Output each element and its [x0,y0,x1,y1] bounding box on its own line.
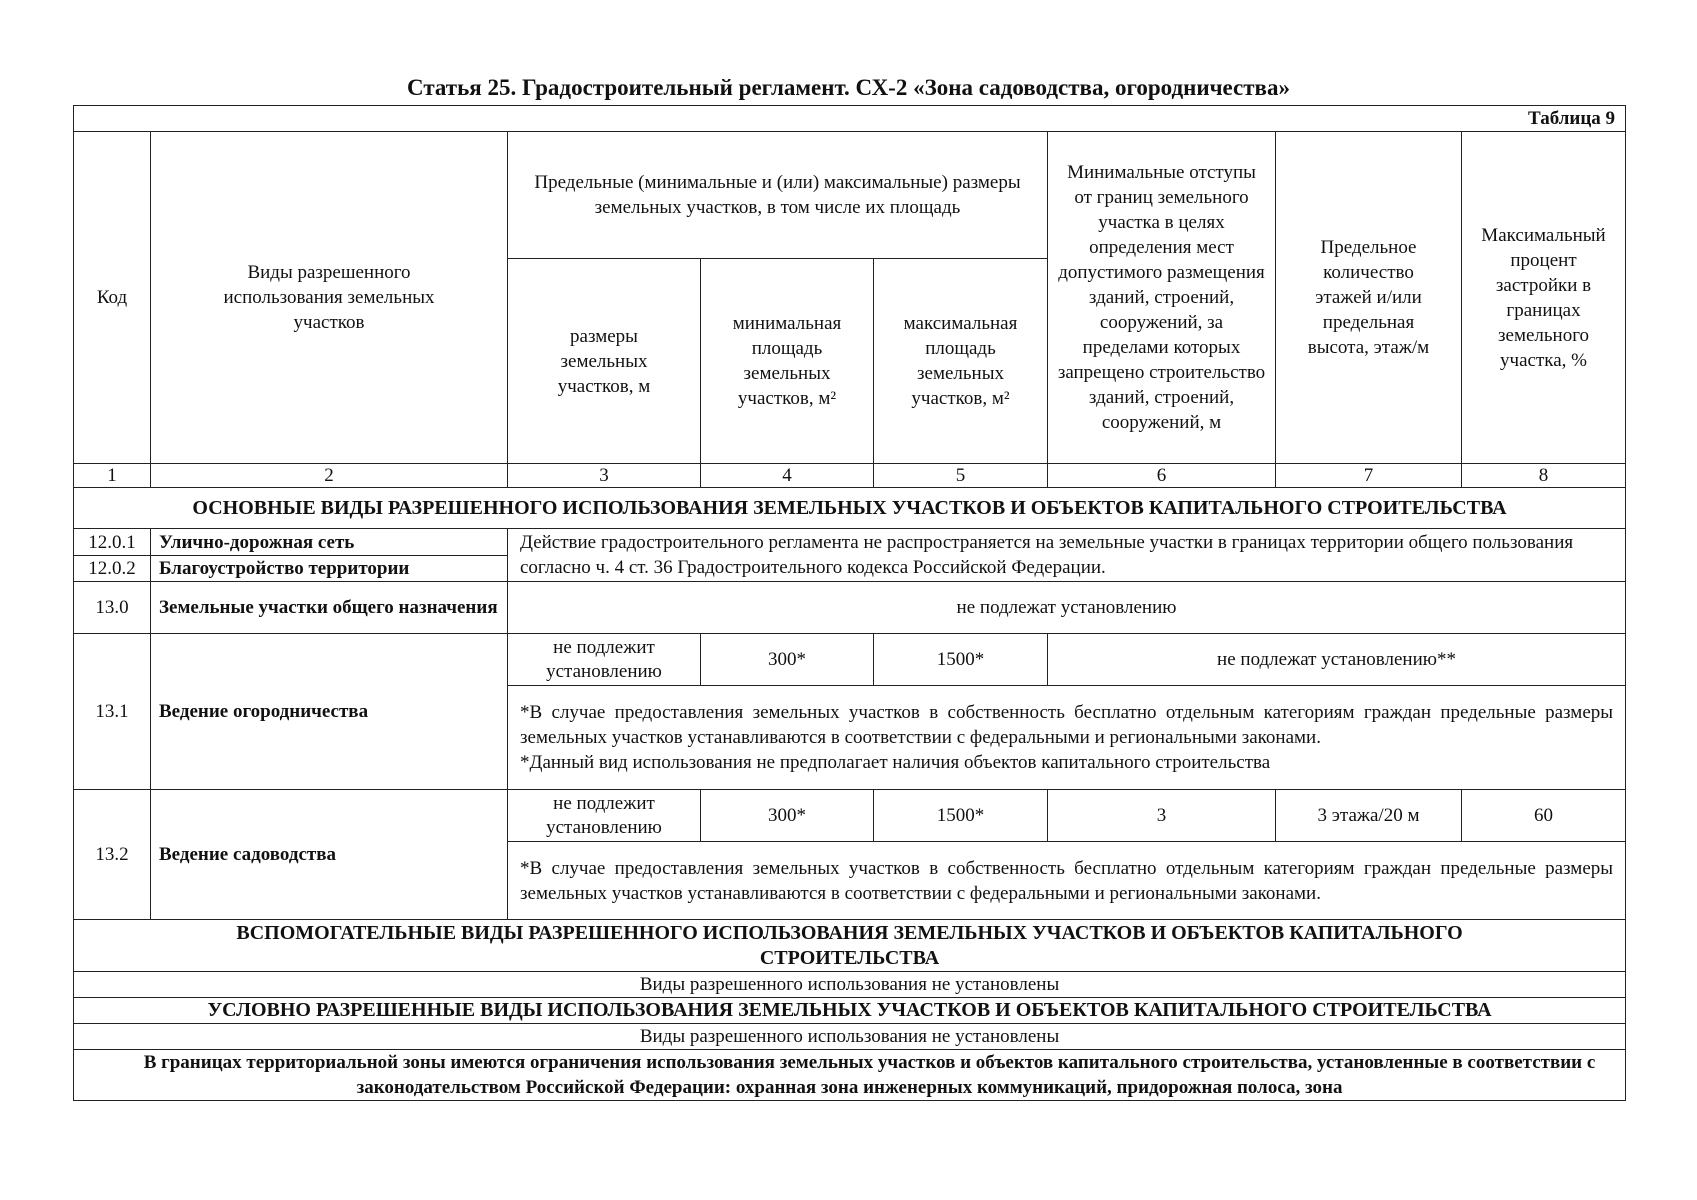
regulation-table [73,105,1626,1101]
row-code: 13.0 [74,582,151,634]
header-use-types: Виды разрешенного использования земельных участков [151,132,508,464]
header-max-area: максимальная площадь земельных участков, м² [874,259,1048,464]
section-auxiliary-heading: ВСПОМОГАТЕЛЬНЫЕ ВИДЫ РАЗРЕШЕННОГО ИСПОЛЬЗОВАНИЯ ЗЕМЕЛЬНЫХ УЧАСТКОВ И ОБЪЕКТОВ КАПИТАЛЬНОГО СТРОИТЕЛЬСТВА [74,920,1626,972]
column-number: 2 [151,464,508,488]
cell-floors: 3 этажа/20 м [1276,790,1462,842]
column-number: 1 [74,464,151,488]
column-number: 4 [701,464,874,488]
cell-not-established: не подлежат установлению** [1048,634,1626,686]
header-setbacks: Минимальные отступы от границ земельного участка в целях определения мест допустимого размещения зданий, строений, сооружений, за пределами которых запрещено строительство зданий, строений, сооружений, м [1048,132,1276,464]
column-number: 8 [1462,464,1626,488]
column-number: 7 [1276,464,1462,488]
cell-sizes: не подлежит установлению [508,634,701,686]
header-size-group: Предельные (минимальные и (или) максимальные) размеры земельных участков, в том числе их площадь [508,132,1048,259]
restrictions-note [74,1050,1626,1101]
table-label: Таблица 9 [74,106,1626,132]
row-note: не подлежат установлению [508,582,1626,634]
row-use-name: Ведение огородничества [151,634,508,790]
cell-setbacks: 3 [1048,790,1276,842]
row-code: 13.1 [74,634,151,790]
header-max-percent: Максимальный процент застройки в границах земельного участка, % [1462,132,1626,464]
column-number: 6 [1048,464,1276,488]
restrictions-text: В границах территориальной зоны имеются ограничения использования земельных участков и объектов капитального строительства, установленные в соответствии с законодательством Российской Федерации: охранная зона инженерных коммуникаций, придорожная полоса, зона [143,1052,1596,1098]
footnote-text: *В случае предоставления земельных участков в собственность бесплатно отдельным категориям граждан предельные размеры земельных участков устанавливаются в соответствии с федеральными и региональными законами. [520,702,1614,748]
section-auxiliary-note: Виды разрешенного использования не установлены [74,972,1626,998]
cell-sizes: не подлежит установлению [508,790,701,842]
row-note [508,842,1626,920]
row-use-name: Благоустройство территории [151,556,508,582]
section-conditional-heading: УСЛОВНО РАЗРЕШЕННЫЕ ВИДЫ ИСПОЛЬЗОВАНИЯ ЗЕМЕЛЬНЫХ УЧАСТКОВ И ОБЪЕКТОВ КАПИТАЛЬНОГО СТРОИТЕЛЬСТВА [74,998,1626,1024]
header-min-area: минимальная площадь земельных участков, м² [701,259,874,464]
cell-max-area: 1500* [874,634,1048,686]
column-number: 5 [874,464,1048,488]
section-conditional-note: Виды разрешенного использования не установлены [74,1024,1626,1050]
cell-max-percent: 60 [1462,790,1626,842]
row-code: 12.0.2 [74,556,151,582]
row-use-name: Ведение садоводства [151,790,508,920]
cell-max-area: 1500* [874,790,1048,842]
row-note: Действие градостроительного регламента не распространяется на земельные участки в границах территории общего пользования согласно ч. 4 ст. 36 Градостроительного кодекса Российской Федерации. [508,529,1626,582]
row-use-name: Земельные участки общего назначения [151,582,508,634]
header-sizes: размеры земельных участков, м [508,259,701,464]
page-title: Статья 25. Градостроительный регламент. СХ-2 «Зона садоводства, огородничества» [407,75,1290,100]
header-code: Код [74,132,151,464]
row-code: 13.2 [74,790,151,920]
header-floors: Предельное количество этажей и/или предельная высота, этаж/м [1276,132,1462,464]
section-main-heading: ОСНОВНЫЕ ВИДЫ РАЗРЕШЕННОГО ИСПОЛЬЗОВАНИЯ ЗЕМЕЛЬНЫХ УЧАСТКОВ И ОБЪЕКТОВ КАПИТАЛЬНОГО СТРОИТЕЛЬСТВА [74,488,1626,529]
cell-min-area: 300* [701,634,874,686]
cell-min-area: 300* [701,790,874,842]
footnote-text: *В случае предоставления земельных участков в собственность бесплатно отдельным категориям граждан предельные размеры земельных участков устанавливаются в соответствии с федеральными и региональными законами. [520,857,1614,904]
row-note [508,686,1626,790]
column-number: 3 [508,464,701,488]
row-code: 12.0.1 [74,529,151,556]
footnote-text: *Данный вид использования не предполагает наличия объектов капитального строительства [520,752,1271,773]
row-use-name: Улично-дорожная сеть [151,529,508,556]
